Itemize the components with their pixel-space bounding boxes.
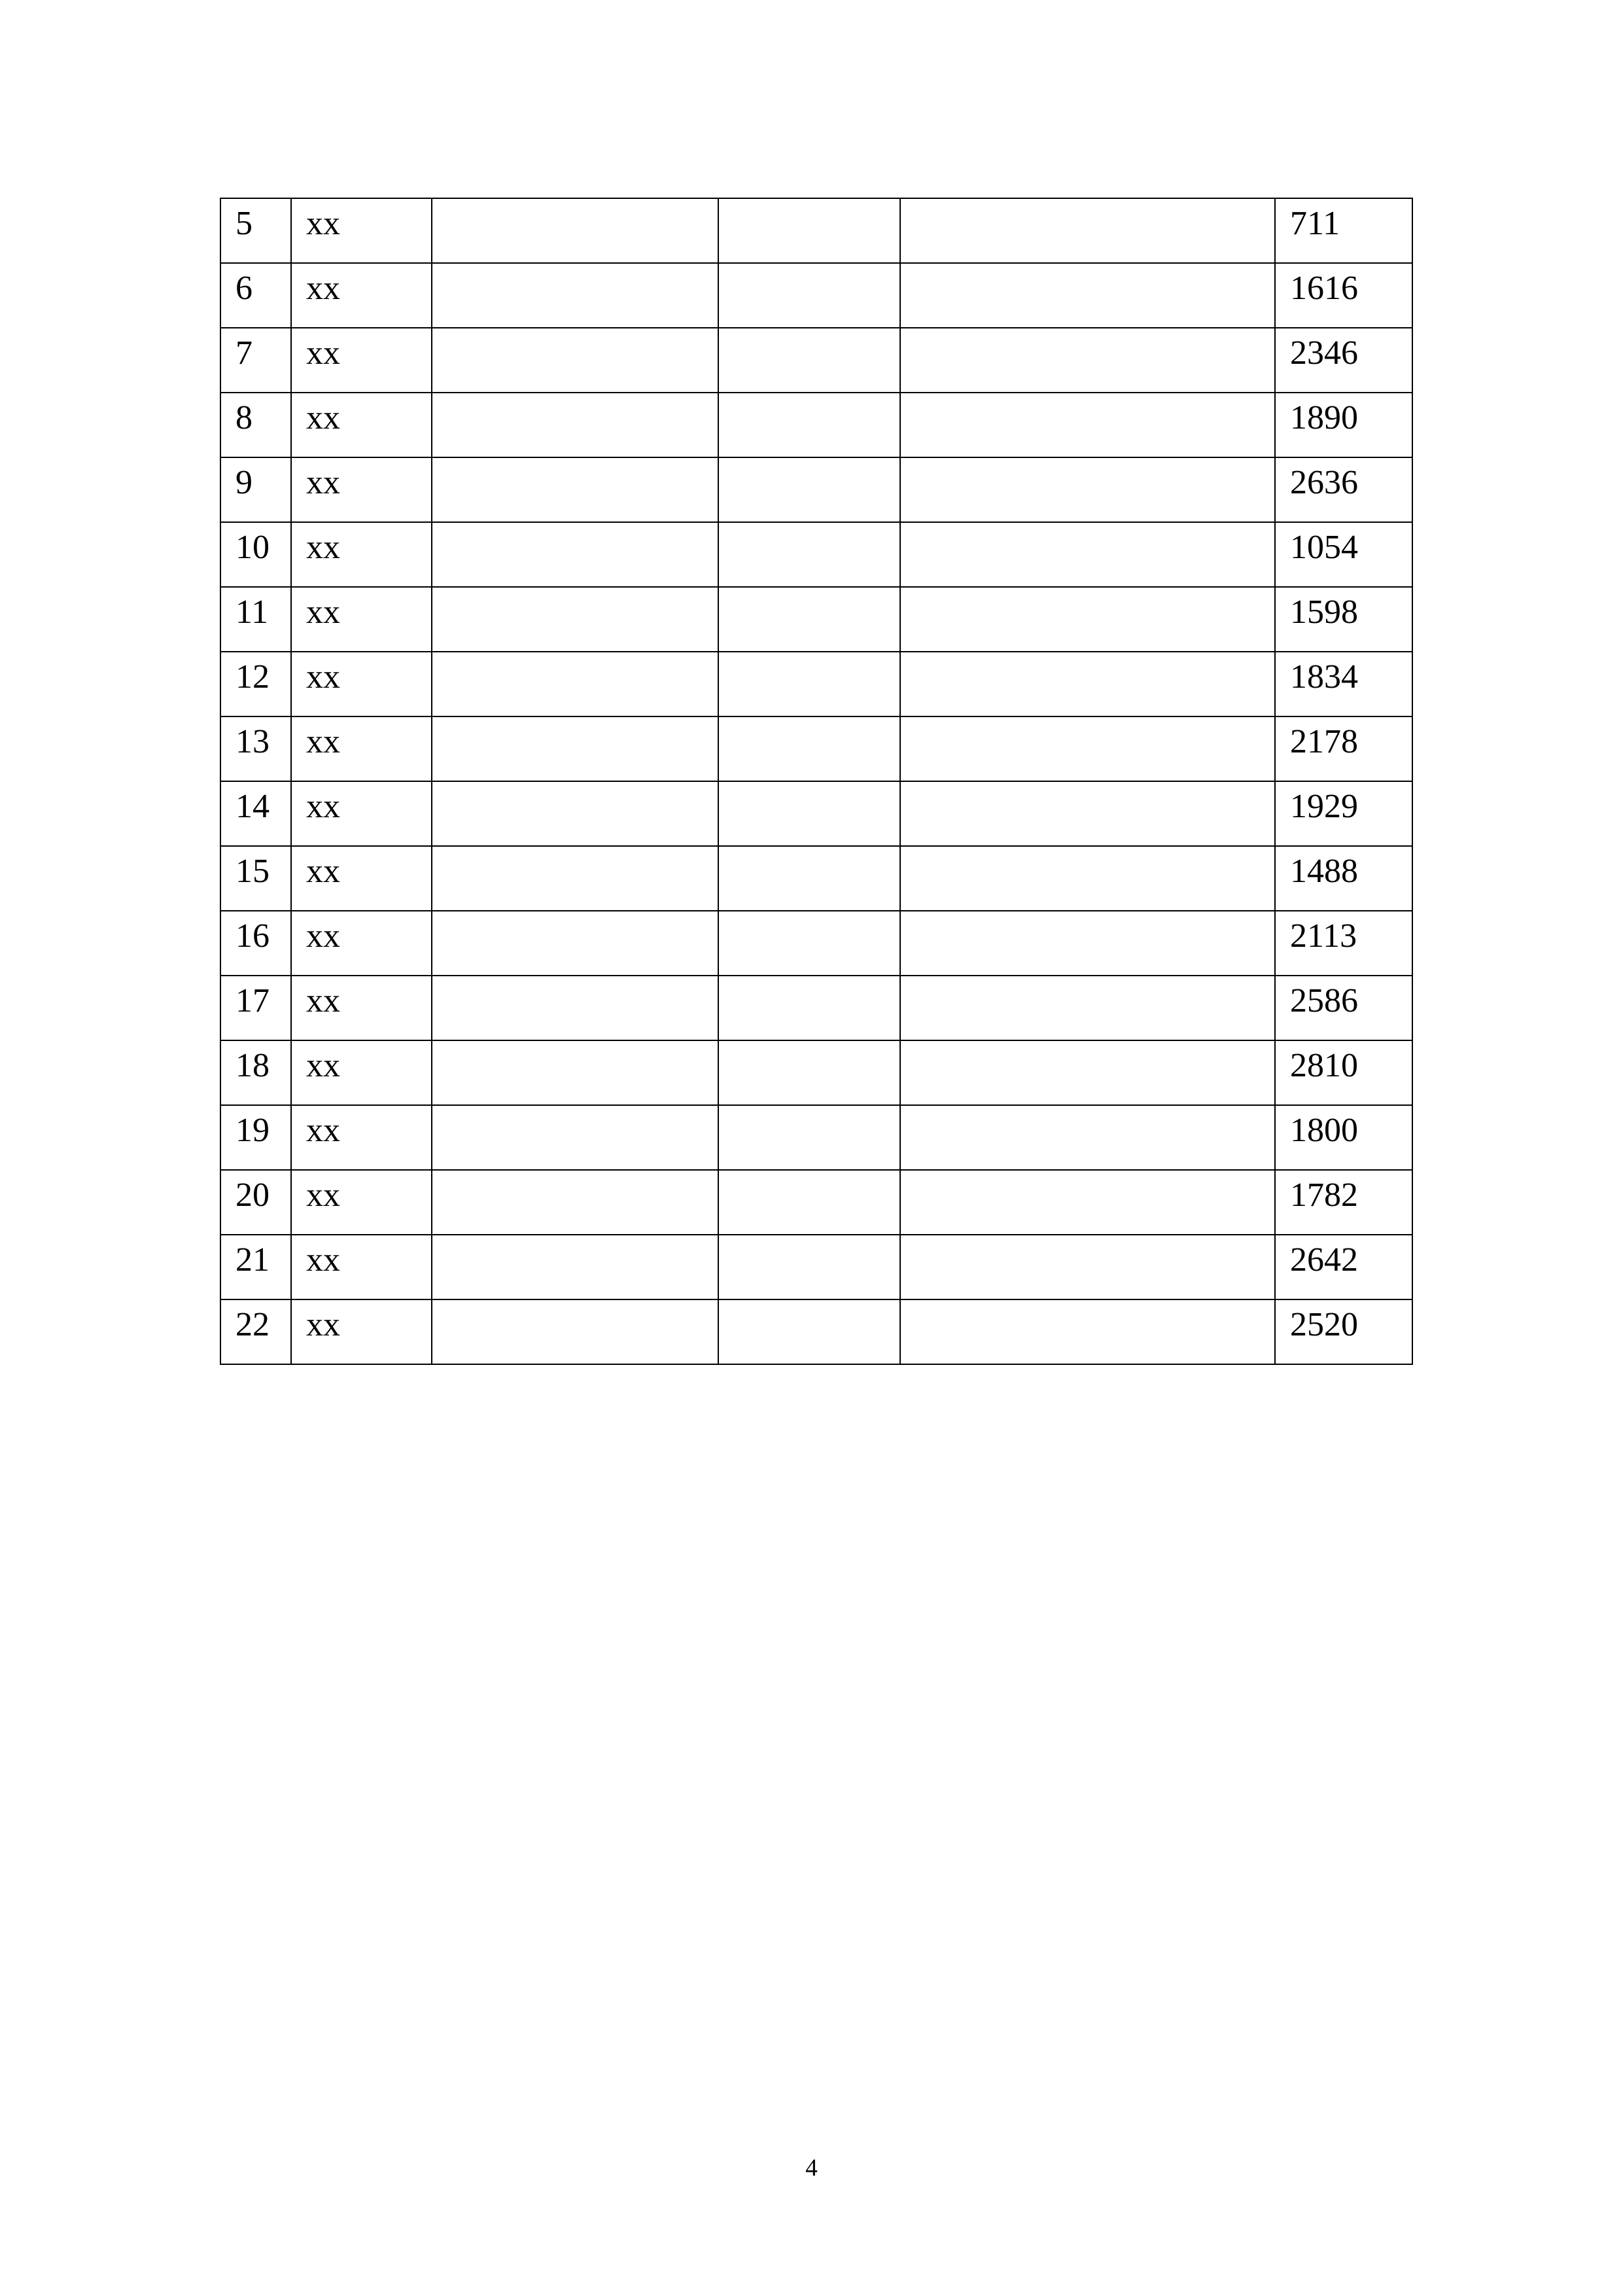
value-cell: 1782	[1275, 1170, 1412, 1235]
column-4-cell	[718, 1299, 900, 1364]
value-cell: 2113	[1275, 911, 1412, 976]
table-row	[220, 781, 1412, 846]
table-row	[220, 457, 1412, 522]
column-5-cell	[900, 457, 1275, 522]
column-5-cell	[900, 198, 1275, 263]
column-4-cell	[718, 393, 900, 457]
column-5-cell	[900, 1299, 1275, 1364]
name-cell: xx	[291, 781, 432, 846]
column-5-cell	[900, 781, 1275, 846]
table-row	[220, 1235, 1412, 1299]
row-number-cell: 9	[220, 457, 291, 522]
value-cell: 2346	[1275, 328, 1412, 393]
name-cell: xx	[291, 457, 432, 522]
column-5-cell	[900, 1235, 1275, 1299]
column-4-cell	[718, 716, 900, 781]
table-body	[220, 198, 1412, 1364]
column-5-cell	[900, 393, 1275, 457]
column-4-cell	[718, 198, 900, 263]
column-4-cell	[718, 328, 900, 393]
column-3-cell	[432, 393, 718, 457]
row-number-cell: 7	[220, 328, 291, 393]
column-3-cell	[432, 846, 718, 911]
column-3-cell	[432, 328, 718, 393]
value-cell: 711	[1275, 198, 1412, 263]
value-cell: 1800	[1275, 1105, 1412, 1170]
column-5-cell	[900, 1170, 1275, 1235]
row-number-cell: 22	[220, 1299, 291, 1364]
column-5-cell	[900, 263, 1275, 328]
value-cell: 2636	[1275, 457, 1412, 522]
table-row	[220, 1299, 1412, 1364]
row-number-cell: 5	[220, 198, 291, 263]
column-5-cell	[900, 1040, 1275, 1105]
value-cell: 1890	[1275, 393, 1412, 457]
row-number-cell: 20	[220, 1170, 291, 1235]
column-5-cell	[900, 716, 1275, 781]
row-number-cell: 18	[220, 1040, 291, 1105]
name-cell: xx	[291, 198, 432, 263]
row-number-cell: 17	[220, 976, 291, 1040]
value-cell: 1616	[1275, 263, 1412, 328]
column-3-cell	[432, 522, 718, 587]
page-number: 4	[805, 2155, 818, 2181]
column-4-cell	[718, 263, 900, 328]
value-cell: 1598	[1275, 587, 1412, 652]
column-5-cell	[900, 587, 1275, 652]
column-4-cell	[718, 1105, 900, 1170]
column-3-cell	[432, 1299, 718, 1364]
column-5-cell	[900, 652, 1275, 716]
column-3-cell	[432, 976, 718, 1040]
table-row	[220, 652, 1412, 716]
value-cell: 2586	[1275, 976, 1412, 1040]
row-number-cell: 16	[220, 911, 291, 976]
name-cell: xx	[291, 263, 432, 328]
column-5-cell	[900, 1105, 1275, 1170]
name-cell: xx	[291, 976, 432, 1040]
column-4-cell	[718, 1170, 900, 1235]
column-4-cell	[718, 1040, 900, 1105]
row-number-cell: 15	[220, 846, 291, 911]
table-row	[220, 1105, 1412, 1170]
column-3-cell	[432, 1235, 718, 1299]
table-row	[220, 846, 1412, 911]
name-cell: xx	[291, 522, 432, 587]
name-cell: xx	[291, 1040, 432, 1105]
value-cell: 1834	[1275, 652, 1412, 716]
table-row	[220, 911, 1412, 976]
column-3-cell	[432, 652, 718, 716]
value-cell: 1929	[1275, 781, 1412, 846]
value-cell: 2642	[1275, 1235, 1412, 1299]
table-row	[220, 263, 1412, 328]
table-row	[220, 522, 1412, 587]
name-cell: xx	[291, 716, 432, 781]
row-number-cell: 14	[220, 781, 291, 846]
name-cell: xx	[291, 393, 432, 457]
column-3-cell	[432, 587, 718, 652]
name-cell: xx	[291, 846, 432, 911]
value-cell: 2810	[1275, 1040, 1412, 1105]
column-5-cell	[900, 846, 1275, 911]
row-number-cell: 12	[220, 652, 291, 716]
name-cell: xx	[291, 1299, 432, 1364]
column-3-cell	[432, 781, 718, 846]
name-cell: xx	[291, 587, 432, 652]
column-4-cell	[718, 522, 900, 587]
column-4-cell	[718, 652, 900, 716]
name-cell: xx	[291, 328, 432, 393]
column-4-cell	[718, 976, 900, 1040]
value-cell: 1054	[1275, 522, 1412, 587]
column-3-cell	[432, 198, 718, 263]
row-number-cell: 8	[220, 393, 291, 457]
name-cell: xx	[291, 652, 432, 716]
table-row	[220, 393, 1412, 457]
name-cell: xx	[291, 1170, 432, 1235]
column-4-cell	[718, 457, 900, 522]
data-table	[220, 198, 1413, 1365]
column-3-cell	[432, 1040, 718, 1105]
column-4-cell	[718, 911, 900, 976]
table-row	[220, 1170, 1412, 1235]
row-number-cell: 11	[220, 587, 291, 652]
column-3-cell	[432, 911, 718, 976]
column-5-cell	[900, 911, 1275, 976]
table-row	[220, 198, 1412, 263]
value-cell: 2178	[1275, 716, 1412, 781]
column-4-cell	[718, 587, 900, 652]
row-number-cell: 21	[220, 1235, 291, 1299]
table-row	[220, 1040, 1412, 1105]
name-cell: xx	[291, 1105, 432, 1170]
column-3-cell	[432, 1170, 718, 1235]
row-number-cell: 10	[220, 522, 291, 587]
column-4-cell	[718, 846, 900, 911]
row-number-cell: 6	[220, 263, 291, 328]
column-5-cell	[900, 328, 1275, 393]
column-3-cell	[432, 263, 718, 328]
table-row	[220, 716, 1412, 781]
column-3-cell	[432, 716, 718, 781]
column-4-cell	[718, 1235, 900, 1299]
value-cell: 2520	[1275, 1299, 1412, 1364]
column-4-cell	[718, 781, 900, 846]
column-5-cell	[900, 976, 1275, 1040]
row-number-cell: 19	[220, 1105, 291, 1170]
table-row	[220, 976, 1412, 1040]
column-5-cell	[900, 522, 1275, 587]
row-number-cell: 13	[220, 716, 291, 781]
table-row	[220, 328, 1412, 393]
value-cell: 1488	[1275, 846, 1412, 911]
table-row	[220, 587, 1412, 652]
name-cell: xx	[291, 911, 432, 976]
column-3-cell	[432, 457, 718, 522]
name-cell: xx	[291, 1235, 432, 1299]
column-3-cell	[432, 1105, 718, 1170]
